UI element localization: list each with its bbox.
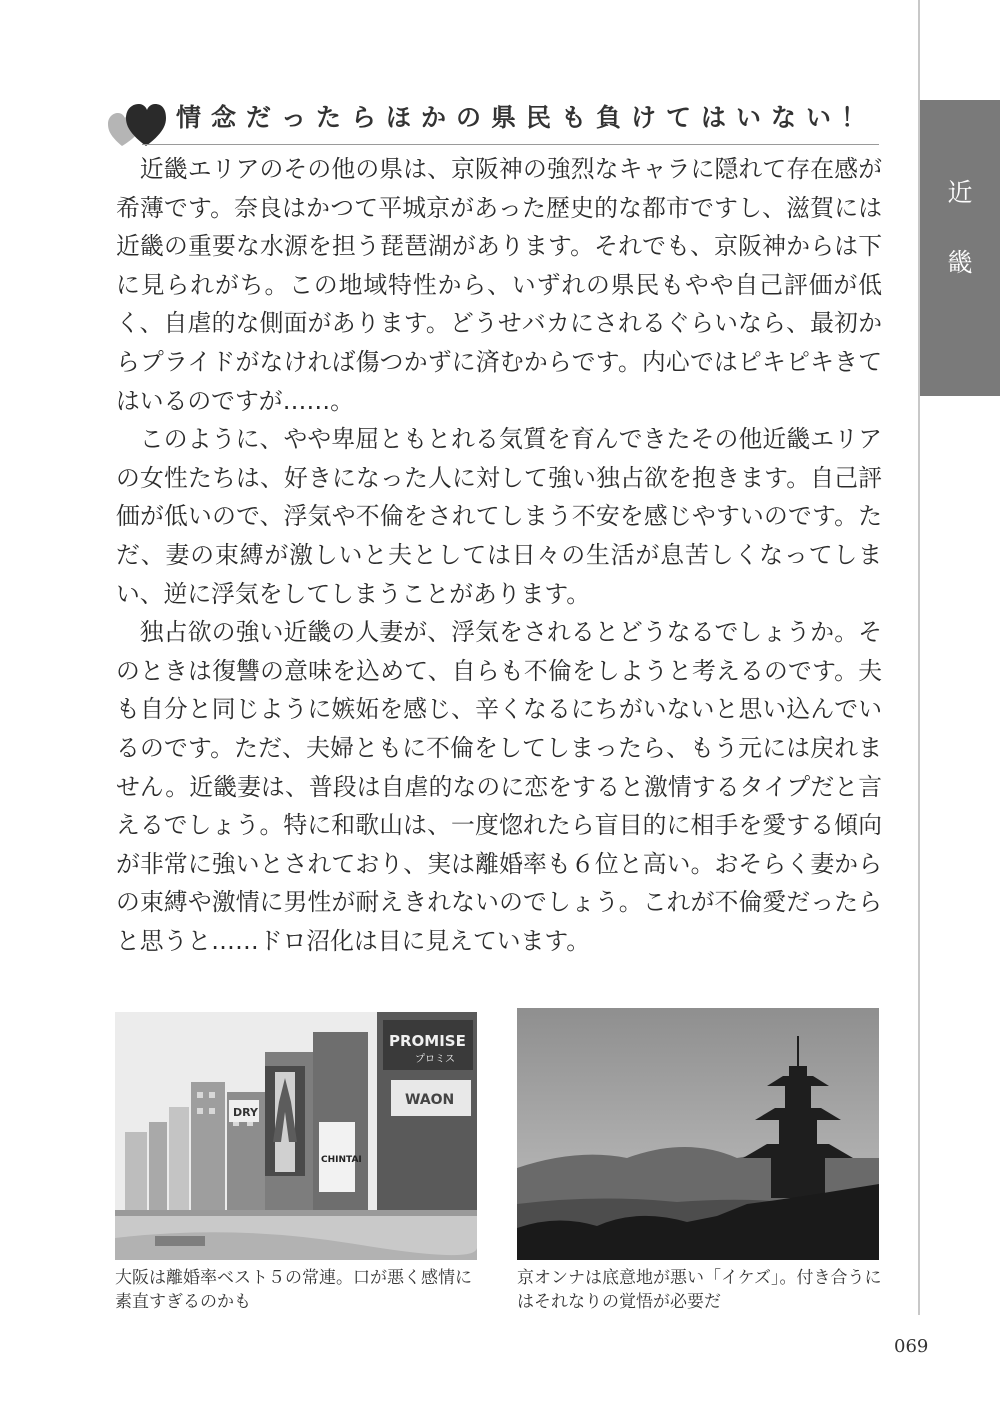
waon-sign: WAON <box>405 1092 455 1108</box>
osaka-dotonbori-photo <box>115 1012 477 1260</box>
paragraph-1: 近畿エリアのその他の県は、京阪神の強烈なキャラに隠れて存在感が希薄です。奈良はかつて平城京があった歴史的な都市ですし、滋賀には近畿の重要な水源を担う琵琶湖があります。それでも、京阪神からは下に見られがち。この地域特性から、いずれの県民もやや自己評価が低く、自虐的な側面があります。どうせバカにされるぐらいなら、最初からプライドがなければ傷つかずに済むからです。内心ではピキピキきてはいるのですが……。 <box>116 155 882 415</box>
hearts-icon <box>108 104 168 148</box>
section-heading <box>108 98 878 148</box>
section-tab-char-1: 近 <box>947 178 973 207</box>
heading-title: 情念だったらほかの県民も負けてはいない！ <box>176 103 877 132</box>
caption-osaka: 大阪は離婚率ベスト５の常連。口が悪く感情に素直すぎるのかも <box>115 1268 472 1312</box>
promise-sign-jp: プロミス <box>415 1054 455 1065</box>
dry-sign: DRY <box>233 1106 258 1119</box>
body-text <box>116 150 882 960</box>
paragraph-3: 独占欲の強い近畿の人妻が、浮気をされるとどうなるでしょうか。そのときは復讐の意味を込めて、自らも不倫をしようと考えるのです。夫も自分と同じように嫉妬を感じ、辛くなるにちがいないと思い込んでいるのです。ただ、夫婦ともに不倫をしてしまったら、もう元には戻れません。近畿妻は、普段は自虐的なのに恋をすると激情するタイプだと言えるでしょう。特に和歌山は、一度惚れたら盲目的に相手を愛する傾向が非常に強いとされており、実は離婚率も６位と高い。おそらく妻からの束縛や激情に男性が耐えきれないのでしょう。これが不倫愛だったらと思うと……ドロ沼化は目に見えています。 <box>116 618 882 955</box>
heading-underline <box>142 144 879 145</box>
page-number: 069 <box>894 1336 929 1357</box>
section-tab-char-2: 畿 <box>947 248 973 277</box>
paragraph-2: このように、やや卑屈ともとれる気質を育んできたその他近畿エリアの女性たちは、好きになった人に対して強い独占欲を抱きます。自己評価が低いので、浮気や不倫をされてしまう不安を感じやすいのです。ただ、妻の束縛が激しいと夫としては日々の生活が息苦しくなってしまい、逆に浮気をしてしまうことがあります。 <box>116 425 882 608</box>
kyoto-pagoda-photo <box>517 1008 879 1260</box>
section-tab <box>920 100 1000 396</box>
promise-sign-en: PROMISE <box>389 1032 466 1050</box>
chintai-sign: CHINTAI <box>321 1155 362 1165</box>
caption-kyoto: 京オンナは底意地が悪い「イケズ」。付き合うにはそれなりの覚悟が必要だ <box>517 1268 882 1312</box>
